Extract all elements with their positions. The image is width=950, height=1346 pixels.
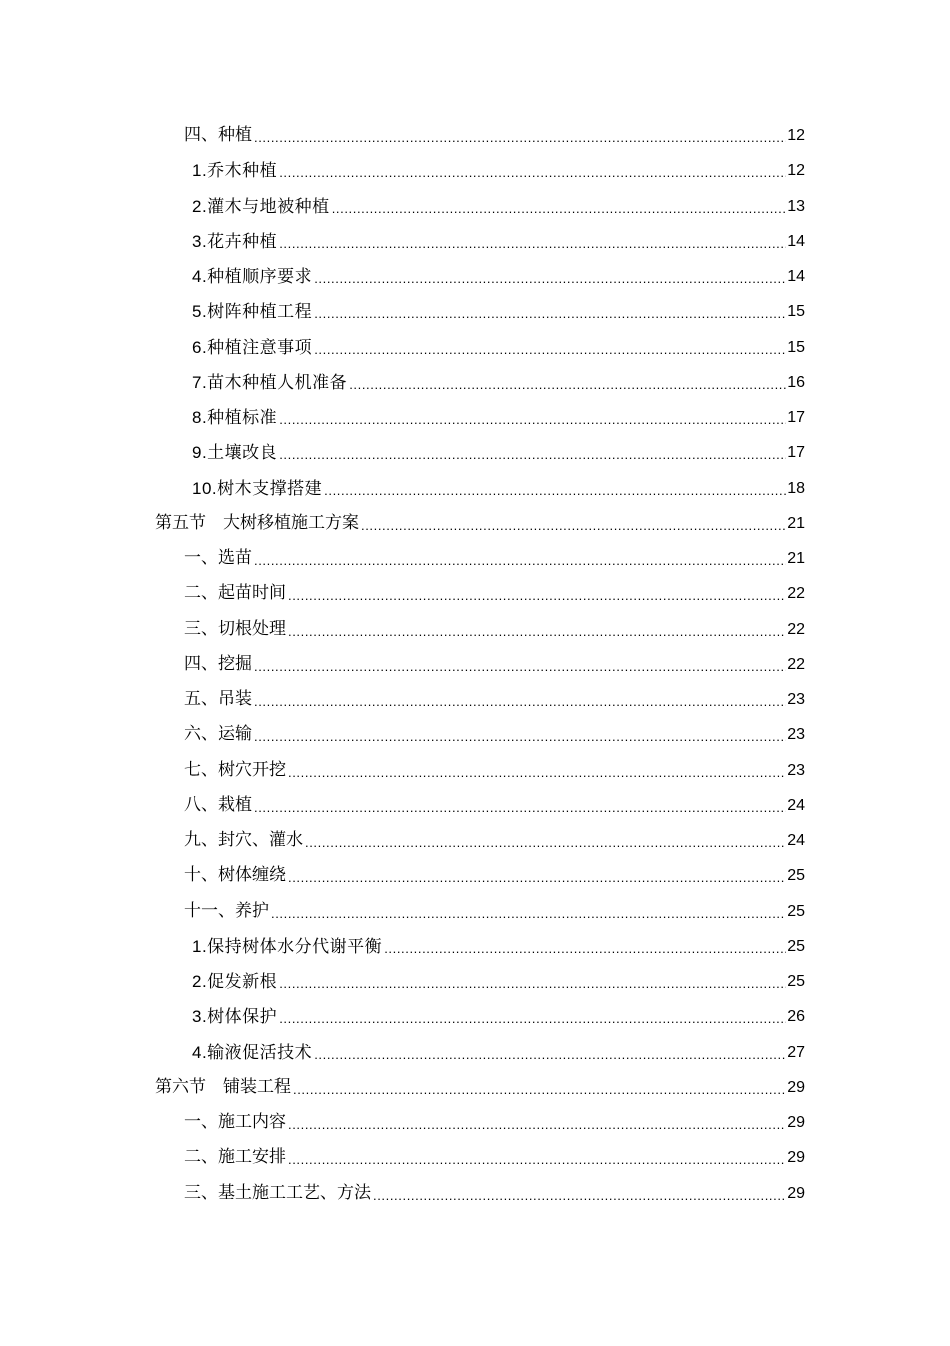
toc-entry[interactable]: [0, 153, 950, 188]
toc-dot-leader: [277, 224, 786, 259]
toc-dot-leader: [252, 788, 786, 823]
toc-dot-leader: [269, 894, 786, 929]
toc-entry-label: 二、施工安排: [184, 1147, 286, 1168]
toc-entry-label: 10.树木支撑搭建: [192, 478, 323, 498]
toc-entry-label: 9.土壤改良: [192, 443, 278, 463]
toc-entry-label: 十、树体缠绕: [184, 865, 286, 886]
toc-entry[interactable]: [0, 647, 950, 682]
toc-dot-leader: [252, 541, 786, 576]
toc-entry[interactable]: [0, 1140, 950, 1175]
toc-entry-label: 2.灌木与地被种植: [192, 196, 330, 216]
toc-entry[interactable]: [0, 823, 950, 858]
toc-entry-label: 4.种植顺序要求: [192, 267, 313, 287]
toc-dot-leader: [252, 682, 786, 717]
toc-dot-leader: [312, 330, 786, 365]
toc-dot-leader: [277, 999, 786, 1034]
toc-page-number: 25: [787, 902, 805, 920]
toc-entry-label: 7.苗木种植人机准备: [192, 372, 348, 392]
toc-entry-label: 6.种植注意事项: [192, 337, 313, 357]
toc-dot-leader: [277, 400, 786, 435]
toc-page-number: 14: [787, 268, 805, 286]
toc-entry[interactable]: [0, 365, 950, 400]
toc-entry[interactable]: [0, 541, 950, 576]
toc-entry[interactable]: [0, 189, 950, 224]
toc-dot-leader: [277, 153, 786, 188]
toc-page-number: 18: [787, 479, 805, 497]
toc-dot-leader: [252, 647, 786, 682]
toc-entry[interactable]: [0, 400, 950, 435]
toc-page-number: 25: [787, 867, 805, 885]
toc-dot-leader: [286, 1140, 786, 1175]
toc-page-number: 29: [787, 1149, 805, 1167]
toc-entry[interactable]: [0, 435, 950, 470]
toc-page-number: 29: [787, 1078, 805, 1096]
toc-entry[interactable]: [0, 894, 950, 929]
toc-entry-label: 第六节 铺装工程: [155, 1076, 291, 1097]
toc-page-number: 24: [787, 832, 805, 850]
toc-entry-label: 四、种植: [184, 125, 252, 146]
toc-dot-leader: [286, 753, 786, 788]
toc-entry[interactable]: [0, 788, 950, 823]
toc-page-number: 25: [787, 937, 805, 955]
toc-page-number: 22: [787, 620, 805, 638]
toc-page-number: 17: [787, 444, 805, 462]
toc-entry[interactable]: [0, 1176, 950, 1211]
toc-page-number: 26: [787, 1008, 805, 1026]
toc-entry-label: 一、施工内容: [184, 1112, 286, 1133]
toc-page-number: 16: [787, 373, 805, 391]
toc-entry-label: 一、选苗: [184, 548, 252, 569]
toc-page-number: 25: [787, 973, 805, 991]
toc-entry-label: 2.促发新根: [192, 972, 278, 992]
toc-dot-leader: [277, 435, 786, 470]
toc-page-number: 23: [787, 726, 805, 744]
toc-entry[interactable]: [0, 1035, 950, 1070]
toc-entry[interactable]: [0, 506, 950, 541]
toc-dot-leader: [286, 576, 786, 611]
toc-entry-label: 十一、养护: [184, 900, 269, 921]
toc-entry[interactable]: [0, 330, 950, 365]
toc-dot-leader: [252, 118, 786, 153]
toc-page-number: 12: [787, 127, 805, 145]
toc-entry-label: 4.输液促活技术: [192, 1042, 313, 1062]
toc-entry-label: 三、基土施工工艺、方法: [184, 1182, 371, 1203]
toc-entry-label: 3.花卉种植: [192, 231, 278, 251]
toc-entry-label: 六、运输: [184, 724, 252, 745]
toc-page-number: 22: [787, 585, 805, 603]
toc-page-number: 29: [787, 1114, 805, 1132]
toc-page-number: 17: [787, 409, 805, 427]
toc-entry[interactable]: [0, 682, 950, 717]
toc-page-number: 12: [787, 162, 805, 180]
toc-page-number: 22: [787, 655, 805, 673]
toc-entry[interactable]: [0, 576, 950, 611]
toc-dot-leader: [286, 612, 786, 647]
toc-entry[interactable]: [0, 858, 950, 893]
toc-dot-leader: [252, 717, 786, 752]
toc-entry[interactable]: [0, 717, 950, 752]
toc-dot-leader: [286, 1105, 786, 1140]
toc-entry-label: 五、吊装: [184, 689, 252, 710]
toc-entry-label: 1.保持树体水分代谢平衡: [192, 936, 383, 956]
toc-dot-leader: [322, 471, 786, 506]
toc-page-number: 15: [787, 303, 805, 321]
toc-entry[interactable]: [0, 471, 950, 506]
toc-page-number: 27: [787, 1043, 805, 1061]
toc-dot-leader: [277, 964, 786, 999]
toc-dot-leader: [330, 189, 787, 224]
toc-page-number: 15: [787, 338, 805, 356]
toc-entry-label: 5.树阵种植工程: [192, 302, 313, 322]
toc-dot-leader: [312, 294, 786, 329]
toc-entry-label: 第五节 大树移植施工方案: [155, 512, 359, 533]
toc-page-number: 21: [787, 514, 805, 532]
toc-entry-label: 四、挖掘: [184, 653, 252, 674]
toc-page-number: 13: [787, 197, 805, 215]
toc-dot-leader: [291, 1070, 786, 1105]
toc-entry-label: 1.乔木种植: [192, 161, 278, 181]
toc-entry[interactable]: [0, 259, 950, 294]
toc-entry-label: 九、封穴、灌水: [184, 830, 303, 851]
toc-dot-leader: [303, 823, 786, 858]
toc-entry[interactable]: [0, 999, 950, 1034]
toc-entry[interactable]: [0, 1105, 950, 1140]
toc-entry[interactable]: [0, 753, 950, 788]
toc-entry[interactable]: [0, 294, 950, 329]
toc-entry[interactable]: [0, 929, 950, 964]
toc-entry[interactable]: [0, 118, 950, 153]
toc-dot-leader: [371, 1176, 786, 1211]
toc-entry[interactable]: [0, 1070, 950, 1105]
toc-entry[interactable]: [0, 612, 950, 647]
toc-page-number: 23: [787, 761, 805, 779]
toc-page-number: 23: [787, 691, 805, 709]
toc-dot-leader: [359, 506, 786, 541]
toc-page-number: 24: [787, 796, 805, 814]
toc-entry-label: 七、树穴开挖: [184, 759, 286, 780]
toc-page-number: 14: [787, 232, 805, 250]
toc-dot-leader: [286, 858, 786, 893]
table-of-contents: [0, 118, 950, 1211]
toc-entry[interactable]: [0, 224, 950, 259]
toc-dot-leader: [347, 365, 786, 400]
toc-dot-leader: [312, 259, 786, 294]
toc-entry-label: 八、栽植: [184, 794, 252, 815]
toc-entry-label: 3.树体保护: [192, 1007, 278, 1027]
toc-entry[interactable]: [0, 964, 950, 999]
toc-entry-label: 8.种植标准: [192, 408, 278, 428]
toc-entry-label: 三、切根处理: [184, 618, 286, 639]
toc-dot-leader: [312, 1035, 786, 1070]
toc-page-number: 29: [787, 1184, 805, 1202]
toc-entry-label: 二、起苗时间: [184, 583, 286, 604]
toc-page-number: 21: [787, 550, 805, 568]
toc-dot-leader: [382, 929, 786, 964]
